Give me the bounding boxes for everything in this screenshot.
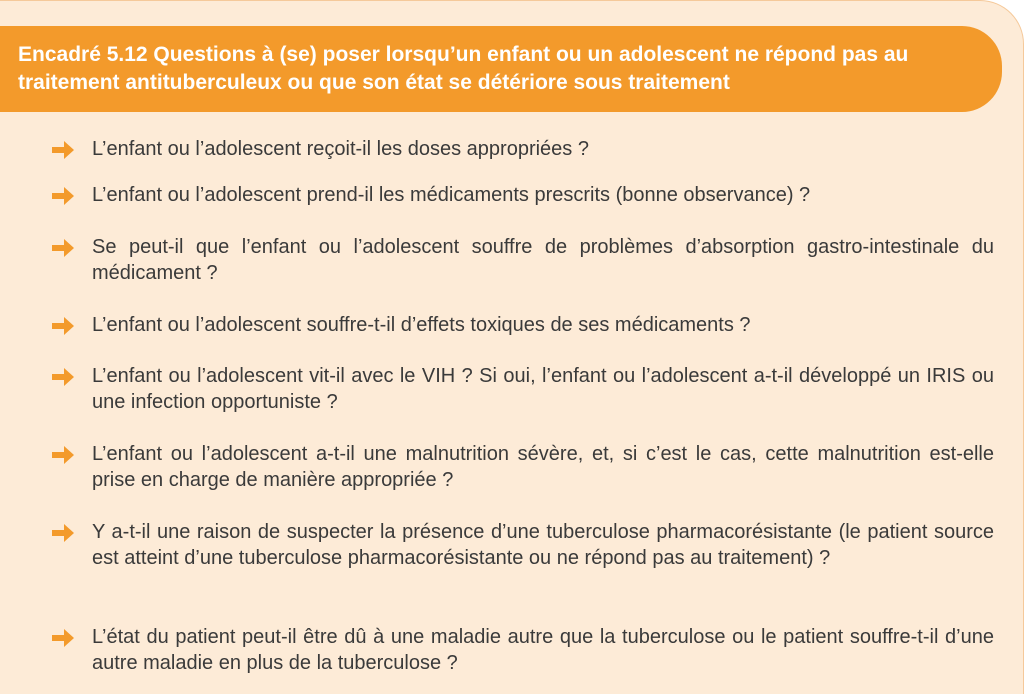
list-item: [50, 519, 994, 571]
arrow-right-icon: [50, 137, 92, 163]
item-text: L’enfant ou l’adolescent prend-il les médicaments prescrits (bonne observance) ?: [92, 184, 811, 206]
box-title: Encadré 5.12 Questions à (se) poser lorsqu’un enfant ou un adolescent ne répond pas au traitement antituberculeux ou que son état se détériore sous traitement: [18, 43, 909, 94]
arrow-right-icon: [50, 520, 92, 546]
list-item: [50, 234, 994, 286]
arrow-right-icon: [50, 183, 92, 209]
item-text: L’enfant ou l’adolescent vit-il avec le VIH ? Si oui, l’enfant ou l’adolescent a-t-il développé un IRIS ou une infection opportuniste ?: [92, 365, 994, 413]
arrow-right-icon: [50, 313, 92, 339]
item-text: Y a-t-il une raison de suspecter la présence d’une tuberculose pharmacorésistante (le patient source est atteint d’une tuberculose pharmacorésistante ou ne répond pas au traitement) ?: [92, 521, 994, 569]
list-item: [50, 312, 994, 339]
item-text: L’enfant ou l’adolescent souffre-t-il d’effets toxiques de ses médicaments ?: [92, 314, 751, 336]
list-item: [50, 182, 994, 209]
list-item: [50, 624, 994, 676]
item-text: Se peut-il que l’enfant ou l’adolescent souffre de problèmes d’absorption gastro-intestinale du médicament ?: [92, 236, 994, 284]
arrow-right-icon: [50, 364, 92, 390]
list-item: [50, 363, 994, 415]
item-text: L’enfant ou l’adolescent reçoit-il les doses appropriées ?: [92, 138, 589, 160]
arrow-right-icon: [50, 442, 92, 468]
list-item: [50, 136, 994, 163]
arrow-right-icon: [50, 625, 92, 651]
list-item: [50, 441, 994, 493]
arrow-right-icon: [50, 235, 92, 261]
item-text: L’état du patient peut-il être dû à une maladie autre que la tuberculose ou le patient souffre-t-il d’une autre maladie en plus de la tuberculose ?: [92, 626, 994, 674]
question-list: [0, 1, 1024, 695]
item-text: L’enfant ou l’adolescent a-t-il une malnutrition sévère, et, si c’est le cas, cette malnutrition est-elle prise en charge de manière appropriée ?: [92, 443, 994, 491]
